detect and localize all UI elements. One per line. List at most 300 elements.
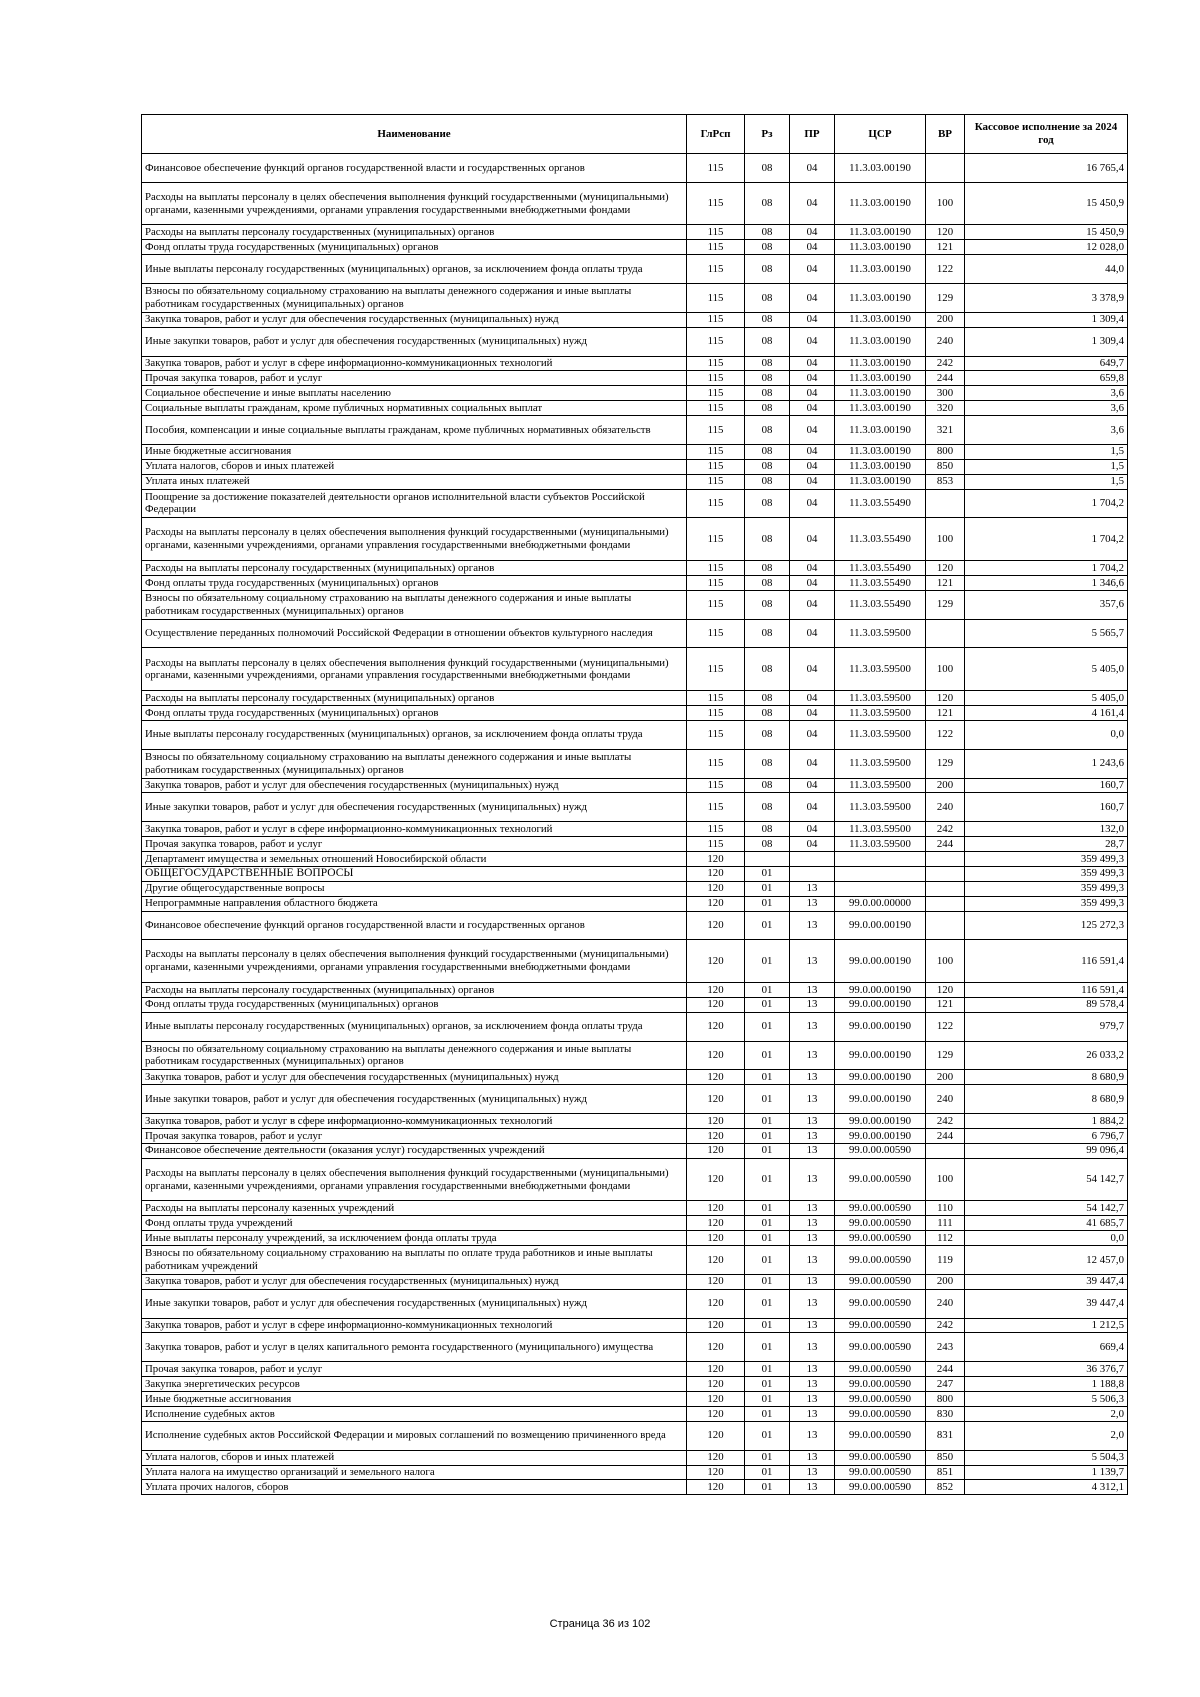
cell-glrsp: 115 (687, 575, 745, 590)
cell-vr: 321 (926, 416, 965, 445)
cell-csr (835, 851, 926, 866)
cell-csr: 11.3.03.00190 (835, 371, 926, 386)
cell-glrsp: 115 (687, 518, 745, 561)
cell-name: Закупка товаров, работ и услуг в сфере информационно-коммуникационных технологий (142, 822, 687, 837)
cell-pr: 13 (790, 1143, 835, 1158)
cell-pr (790, 851, 835, 866)
table-row (142, 1318, 1128, 1333)
cell-csr: 11.3.03.00190 (835, 459, 926, 474)
cell-name: Взносы по обязательному социальному страхованию на выплаты денежного содержания и иные выплаты работникам государственных (муниципальных) органов (142, 590, 687, 619)
table-row (142, 983, 1128, 998)
cell-vr (926, 619, 965, 648)
cell-pr: 13 (790, 1318, 835, 1333)
cell-amount: 36 376,7 (965, 1362, 1128, 1377)
table-row (142, 561, 1128, 576)
cell-vr: 247 (926, 1377, 965, 1392)
cell-pr: 13 (790, 983, 835, 998)
cell-pr: 13 (790, 1128, 835, 1143)
cell-vr: 110 (926, 1201, 965, 1216)
cell-vr: 121 (926, 706, 965, 721)
cell-name: Фонд оплаты труда учреждений (142, 1216, 687, 1231)
header-glrsp: ГлРсп (687, 115, 745, 154)
table-row (142, 1114, 1128, 1129)
cell-pr: 04 (790, 837, 835, 852)
cell-glrsp: 120 (687, 1289, 745, 1318)
cell-amount: 1,5 (965, 474, 1128, 489)
table-row (142, 1231, 1128, 1246)
cell-name: Закупка товаров, работ и услуг в сфере информационно-коммуникационных технологий (142, 1318, 687, 1333)
cell-rz (745, 851, 790, 866)
cell-csr: 99.0.00.00190 (835, 1041, 926, 1070)
cell-vr: 852 (926, 1480, 965, 1495)
cell-amount: 54 142,7 (965, 1158, 1128, 1201)
cell-vr: 831 (926, 1421, 965, 1450)
cell-rz: 01 (745, 896, 790, 911)
table-row (142, 327, 1128, 356)
cell-name: Иные выплаты персоналу государственных (муниципальных) органов, за исключением фонда оплаты труда (142, 1012, 687, 1041)
cell-pr: 04 (790, 284, 835, 313)
cell-amount: 1 243,6 (965, 749, 1128, 778)
cell-pr: 13 (790, 1158, 835, 1201)
cell-rz: 08 (745, 444, 790, 459)
cell-pr: 04 (790, 416, 835, 445)
cell-name: Взносы по обязательному социальному страхованию на выплаты денежного содержания и иные выплаты работникам государственных (муниципальных) органов (142, 284, 687, 313)
cell-name: Осуществление переданных полномочий Российской Федерации в отношении объектов культурного наследия (142, 619, 687, 648)
cell-vr: 200 (926, 1070, 965, 1085)
cell-amount: 41 685,7 (965, 1216, 1128, 1231)
cell-amount: 359 499,3 (965, 866, 1128, 881)
table-row (142, 866, 1128, 881)
cell-pr: 13 (790, 1289, 835, 1318)
cell-vr: 129 (926, 284, 965, 313)
cell-vr: 244 (926, 1128, 965, 1143)
table-row (142, 648, 1128, 691)
cell-vr: 243 (926, 1333, 965, 1362)
cell-csr: 11.3.03.55490 (835, 489, 926, 518)
cell-amount: 659,8 (965, 371, 1128, 386)
cell-csr: 11.3.03.55490 (835, 590, 926, 619)
cell-pr: 13 (790, 1041, 835, 1070)
cell-amount: 5 405,0 (965, 648, 1128, 691)
cell-rz: 01 (745, 866, 790, 881)
cell-pr: 04 (790, 255, 835, 284)
table-row (142, 1128, 1128, 1143)
cell-amount: 1 704,2 (965, 561, 1128, 576)
cell-rz: 08 (745, 182, 790, 225)
table-row (142, 881, 1128, 896)
cell-rz: 08 (745, 401, 790, 416)
table-row (142, 312, 1128, 327)
table-row (142, 518, 1128, 561)
cell-glrsp: 115 (687, 371, 745, 386)
cell-csr: 99.0.00.00190 (835, 983, 926, 998)
table-row (142, 720, 1128, 749)
cell-amount: 116 591,4 (965, 983, 1128, 998)
cell-glrsp: 115 (687, 793, 745, 822)
cell-amount: 0,0 (965, 1231, 1128, 1246)
cell-pr: 13 (790, 1421, 835, 1450)
cell-pr: 13 (790, 1231, 835, 1246)
cell-amount: 39 447,4 (965, 1289, 1128, 1318)
cell-vr: 100 (926, 940, 965, 983)
cell-amount: 8 680,9 (965, 1070, 1128, 1085)
cell-csr: 99.0.00.00190 (835, 1070, 926, 1085)
cell-name: Закупка товаров, работ и услуг для обеспечения государственных (муниципальных) нужд (142, 1274, 687, 1289)
cell-amount: 1 346,6 (965, 575, 1128, 590)
cell-name: ОБЩЕГОСУДАРСТВЕННЫЕ ВОПРОСЫ (142, 866, 687, 881)
cell-glrsp: 115 (687, 154, 745, 183)
table-row (142, 1070, 1128, 1085)
cell-vr (926, 866, 965, 881)
cell-csr: 11.3.03.59500 (835, 778, 926, 793)
cell-vr: 242 (926, 356, 965, 371)
cell-amount: 4 312,1 (965, 1480, 1128, 1495)
cell-rz: 08 (745, 648, 790, 691)
cell-amount: 0,0 (965, 720, 1128, 749)
cell-amount: 5 565,7 (965, 619, 1128, 648)
table-row (142, 1465, 1128, 1480)
cell-name: Фонд оплаты труда государственных (муниципальных) органов (142, 997, 687, 1012)
cell-rz: 01 (745, 881, 790, 896)
cell-amount: 26 033,2 (965, 1041, 1128, 1070)
cell-vr: 100 (926, 1158, 965, 1201)
cell-glrsp: 120 (687, 866, 745, 881)
cell-csr: 11.3.03.59500 (835, 648, 926, 691)
table-row (142, 1406, 1128, 1421)
cell-csr: 99.0.00.00590 (835, 1450, 926, 1465)
cell-csr: 11.3.03.55490 (835, 575, 926, 590)
cell-pr: 13 (790, 1085, 835, 1114)
cell-rz: 01 (745, 1333, 790, 1362)
table-row (142, 1274, 1128, 1289)
cell-vr: 122 (926, 720, 965, 749)
cell-csr: 11.3.03.59500 (835, 822, 926, 837)
cell-rz: 01 (745, 1085, 790, 1114)
cell-rz: 08 (745, 356, 790, 371)
cell-amount: 669,4 (965, 1333, 1128, 1362)
cell-pr: 13 (790, 1114, 835, 1129)
cell-glrsp: 115 (687, 182, 745, 225)
cell-vr: 120 (926, 561, 965, 576)
cell-vr: 100 (926, 648, 965, 691)
cell-name: Закупка товаров, работ и услуг для обеспечения государственных (муниципальных) нужд (142, 1070, 687, 1085)
cell-csr: 11.3.03.59500 (835, 706, 926, 721)
cell-name: Прочая закупка товаров, работ и услуг (142, 1362, 687, 1377)
cell-glrsp: 115 (687, 327, 745, 356)
table-row (142, 401, 1128, 416)
table-row (142, 1158, 1128, 1201)
cell-amount: 1 309,4 (965, 327, 1128, 356)
table-row (142, 619, 1128, 648)
cell-amount: 15 450,9 (965, 182, 1128, 225)
cell-pr: 04 (790, 327, 835, 356)
cell-pr: 04 (790, 706, 835, 721)
cell-csr: 99.0.00.00590 (835, 1143, 926, 1158)
cell-amount: 3 378,9 (965, 284, 1128, 313)
table-row (142, 1480, 1128, 1495)
cell-csr: 99.0.00.00590 (835, 1274, 926, 1289)
cell-vr: 111 (926, 1216, 965, 1231)
cell-glrsp: 120 (687, 1421, 745, 1450)
cell-rz: 08 (745, 720, 790, 749)
cell-amount: 979,7 (965, 1012, 1128, 1041)
table-row (142, 1216, 1128, 1231)
cell-csr: 99.0.00.00590 (835, 1480, 926, 1495)
cell-glrsp: 120 (687, 1318, 745, 1333)
table-row (142, 706, 1128, 721)
cell-pr: 04 (790, 240, 835, 255)
cell-glrsp: 120 (687, 1274, 745, 1289)
cell-amount: 1 188,8 (965, 1377, 1128, 1392)
cell-name: Взносы по обязательному социальному страхованию на выплаты по оплате труда работников и иные выплаты работникам учреждений (142, 1246, 687, 1275)
cell-csr: 11.3.03.55490 (835, 561, 926, 576)
cell-glrsp: 120 (687, 881, 745, 896)
cell-name: Расходы на выплаты персоналу казенных учреждений (142, 1201, 687, 1216)
cell-csr: 99.0.00.00190 (835, 1085, 926, 1114)
cell-glrsp: 115 (687, 720, 745, 749)
cell-glrsp: 120 (687, 1158, 745, 1201)
cell-glrsp: 120 (687, 1041, 745, 1070)
cell-rz: 08 (745, 284, 790, 313)
cell-csr: 99.0.00.00590 (835, 1231, 926, 1246)
cell-amount: 1 884,2 (965, 1114, 1128, 1129)
cell-vr: 850 (926, 459, 965, 474)
cell-name: Финансовое обеспечение деятельности (оказания услуг) государственных учреждений (142, 1143, 687, 1158)
cell-vr: 200 (926, 778, 965, 793)
cell-csr: 11.3.03.00190 (835, 154, 926, 183)
table-row (142, 416, 1128, 445)
cell-glrsp: 115 (687, 706, 745, 721)
cell-csr (835, 881, 926, 896)
cell-name: Расходы на выплаты персоналу в целях обеспечения выполнения функций государственными (муниципальными) органами, казенными учреждениями, органами управления государственными внебюджетными фондами (142, 1158, 687, 1201)
cell-name: Иные бюджетные ассигнования (142, 444, 687, 459)
cell-glrsp: 120 (687, 1231, 745, 1246)
cell-pr: 13 (790, 1274, 835, 1289)
cell-csr: 99.0.00.00590 (835, 1362, 926, 1377)
cell-glrsp: 120 (687, 1216, 745, 1231)
cell-pr: 04 (790, 401, 835, 416)
cell-name: Исполнение судебных актов Российской Федерации и мировых соглашений по возмещению причиненного вреда (142, 1421, 687, 1450)
cell-vr: 850 (926, 1450, 965, 1465)
cell-pr: 04 (790, 459, 835, 474)
cell-amount: 15 450,9 (965, 225, 1128, 240)
budget-execution-table (141, 114, 1128, 1495)
cell-glrsp: 120 (687, 1377, 745, 1392)
cell-name: Социальное обеспечение и иные выплаты населению (142, 386, 687, 401)
cell-pr: 13 (790, 1216, 835, 1231)
cell-amount: 125 272,3 (965, 911, 1128, 940)
cell-pr: 04 (790, 312, 835, 327)
cell-glrsp: 120 (687, 896, 745, 911)
cell-vr: 830 (926, 1406, 965, 1421)
cell-pr: 13 (790, 1070, 835, 1085)
cell-rz: 08 (745, 225, 790, 240)
cell-pr: 13 (790, 1392, 835, 1407)
cell-csr: 99.0.00.00190 (835, 997, 926, 1012)
header-amount: Кассовое исполнение за 2024 год (965, 115, 1128, 154)
cell-csr: 11.3.03.00190 (835, 327, 926, 356)
cell-rz: 01 (745, 1041, 790, 1070)
table-row (142, 837, 1128, 852)
cell-rz: 08 (745, 312, 790, 327)
cell-csr: 99.0.00.00590 (835, 1158, 926, 1201)
table-row (142, 1041, 1128, 1070)
cell-glrsp: 115 (687, 386, 745, 401)
cell-pr: 04 (790, 154, 835, 183)
cell-rz: 08 (745, 822, 790, 837)
table-row (142, 940, 1128, 983)
cell-vr (926, 154, 965, 183)
cell-amount: 44,0 (965, 255, 1128, 284)
cell-vr (926, 896, 965, 911)
cell-amount: 649,7 (965, 356, 1128, 371)
cell-pr: 13 (790, 881, 835, 896)
table-row (142, 371, 1128, 386)
cell-vr: 122 (926, 1012, 965, 1041)
table-row (142, 691, 1128, 706)
cell-name: Финансовое обеспечение функций органов государственной власти и государственных органов (142, 154, 687, 183)
table-row (142, 1289, 1128, 1318)
cell-rz: 08 (745, 575, 790, 590)
cell-glrsp: 115 (687, 648, 745, 691)
cell-name: Закупка товаров, работ и услуг в целях капитального ремонта государственного (муниципального) имущества (142, 1333, 687, 1362)
cell-csr: 11.3.03.00190 (835, 444, 926, 459)
cell-pr: 13 (790, 1377, 835, 1392)
cell-vr: 121 (926, 575, 965, 590)
cell-amount: 1 139,7 (965, 1465, 1128, 1480)
cell-name: Взносы по обязательному социальному страхованию на выплаты денежного содержания и иные выплаты работникам государственных (муниципальных) органов (142, 1041, 687, 1070)
cell-name: Уплата налогов, сборов и иных платежей (142, 1450, 687, 1465)
cell-glrsp: 115 (687, 401, 745, 416)
cell-pr: 04 (790, 386, 835, 401)
cell-name: Расходы на выплаты персоналу в целях обеспечения выполнения функций государственными (муниципальными) органами, казенными учреждениями, органами управления государственными внебюджетными фондами (142, 182, 687, 225)
cell-glrsp: 120 (687, 1128, 745, 1143)
cell-amount: 54 142,7 (965, 1201, 1128, 1216)
cell-vr: 240 (926, 793, 965, 822)
cell-vr (926, 489, 965, 518)
cell-name: Иные выплаты персоналу государственных (муниципальных) органов, за исключением фонда оплаты труда (142, 255, 687, 284)
cell-pr: 13 (790, 1333, 835, 1362)
cell-name: Непрограммные направления областного бюджета (142, 896, 687, 911)
cell-pr: 13 (790, 1246, 835, 1275)
cell-amount: 3,6 (965, 386, 1128, 401)
cell-csr: 11.3.03.00190 (835, 182, 926, 225)
cell-pr: 13 (790, 1012, 835, 1041)
cell-rz: 01 (745, 1480, 790, 1495)
cell-vr: 112 (926, 1231, 965, 1246)
cell-vr: 120 (926, 691, 965, 706)
cell-csr: 99.0.00.00590 (835, 1216, 926, 1231)
cell-name: Уплата налогов, сборов и иных платежей (142, 459, 687, 474)
cell-csr: 99.0.00.00000 (835, 896, 926, 911)
cell-rz: 08 (745, 371, 790, 386)
cell-vr (926, 911, 965, 940)
cell-name: Социальные выплаты гражданам, кроме публичных нормативных социальных выплат (142, 401, 687, 416)
cell-pr: 04 (790, 561, 835, 576)
table-row (142, 1143, 1128, 1158)
cell-csr: 99.0.00.00590 (835, 1421, 926, 1450)
cell-rz: 01 (745, 997, 790, 1012)
cell-glrsp: 115 (687, 778, 745, 793)
cell-pr: 04 (790, 371, 835, 386)
cell-csr: 11.3.03.00190 (835, 240, 926, 255)
cell-vr: 200 (926, 1274, 965, 1289)
cell-csr: 99.0.00.00190 (835, 1114, 926, 1129)
cell-vr: 242 (926, 1318, 965, 1333)
cell-pr: 04 (790, 822, 835, 837)
cell-name: Уплата налога на имущество организаций и земельного налога (142, 1465, 687, 1480)
cell-glrsp: 115 (687, 561, 745, 576)
cell-vr: 242 (926, 1114, 965, 1129)
cell-csr: 99.0.00.00190 (835, 940, 926, 983)
cell-vr: 129 (926, 590, 965, 619)
cell-rz: 01 (745, 1377, 790, 1392)
cell-name: Расходы на выплаты персоналу государственных (муниципальных) органов (142, 983, 687, 998)
cell-pr: 04 (790, 720, 835, 749)
cell-glrsp: 115 (687, 356, 745, 371)
cell-amount: 357,6 (965, 590, 1128, 619)
table-row (142, 896, 1128, 911)
cell-name: Поощрение за достижение показателей деятельности органов исполнительной власти субъектов Российской Федерации (142, 489, 687, 518)
table-row (142, 793, 1128, 822)
cell-pr: 04 (790, 590, 835, 619)
cell-amount: 8 680,9 (965, 1085, 1128, 1114)
cell-rz: 08 (745, 474, 790, 489)
cell-pr: 13 (790, 1465, 835, 1480)
cell-csr: 99.0.00.00590 (835, 1201, 926, 1216)
cell-csr: 99.0.00.00590 (835, 1406, 926, 1421)
cell-amount: 4 161,4 (965, 706, 1128, 721)
cell-vr (926, 881, 965, 896)
cell-csr (835, 866, 926, 881)
cell-rz: 01 (745, 1246, 790, 1275)
cell-vr: 300 (926, 386, 965, 401)
cell-name: Взносы по обязательному социальному страхованию на выплаты денежного содержания и иные выплаты работникам государственных (муниципальных) органов (142, 749, 687, 778)
cell-glrsp: 120 (687, 1406, 745, 1421)
cell-name: Закупка товаров, работ и услуг для обеспечения государственных (муниципальных) нужд (142, 312, 687, 327)
cell-amount: 2,0 (965, 1406, 1128, 1421)
cell-pr (790, 866, 835, 881)
cell-csr: 99.0.00.00590 (835, 1246, 926, 1275)
table-row (142, 911, 1128, 940)
cell-pr: 04 (790, 356, 835, 371)
table-row (142, 255, 1128, 284)
cell-glrsp: 115 (687, 749, 745, 778)
cell-glrsp: 115 (687, 284, 745, 313)
cell-name: Закупка товаров, работ и услуг в сфере информационно-коммуникационных технологий (142, 356, 687, 371)
cell-amount: 1 212,5 (965, 1318, 1128, 1333)
cell-amount: 359 499,3 (965, 881, 1128, 896)
cell-csr: 11.3.03.59500 (835, 720, 926, 749)
cell-csr: 11.3.03.59500 (835, 619, 926, 648)
table-row (142, 822, 1128, 837)
cell-rz: 01 (745, 1158, 790, 1201)
cell-name: Прочая закупка товаров, работ и услуг (142, 1128, 687, 1143)
cell-csr: 11.3.03.00190 (835, 416, 926, 445)
cell-csr: 11.3.03.00190 (835, 386, 926, 401)
cell-rz: 08 (745, 386, 790, 401)
cell-rz: 01 (745, 1362, 790, 1377)
cell-pr: 13 (790, 997, 835, 1012)
table-row (142, 182, 1128, 225)
cell-amount: 359 499,3 (965, 896, 1128, 911)
cell-name: Закупка товаров, работ и услуг в сфере информационно-коммуникационных технологий (142, 1114, 687, 1129)
cell-name: Фонд оплаты труда государственных (муниципальных) органов (142, 575, 687, 590)
cell-csr: 99.0.00.00590 (835, 1377, 926, 1392)
table-body (142, 154, 1128, 1495)
cell-pr: 13 (790, 1201, 835, 1216)
cell-vr: 120 (926, 983, 965, 998)
